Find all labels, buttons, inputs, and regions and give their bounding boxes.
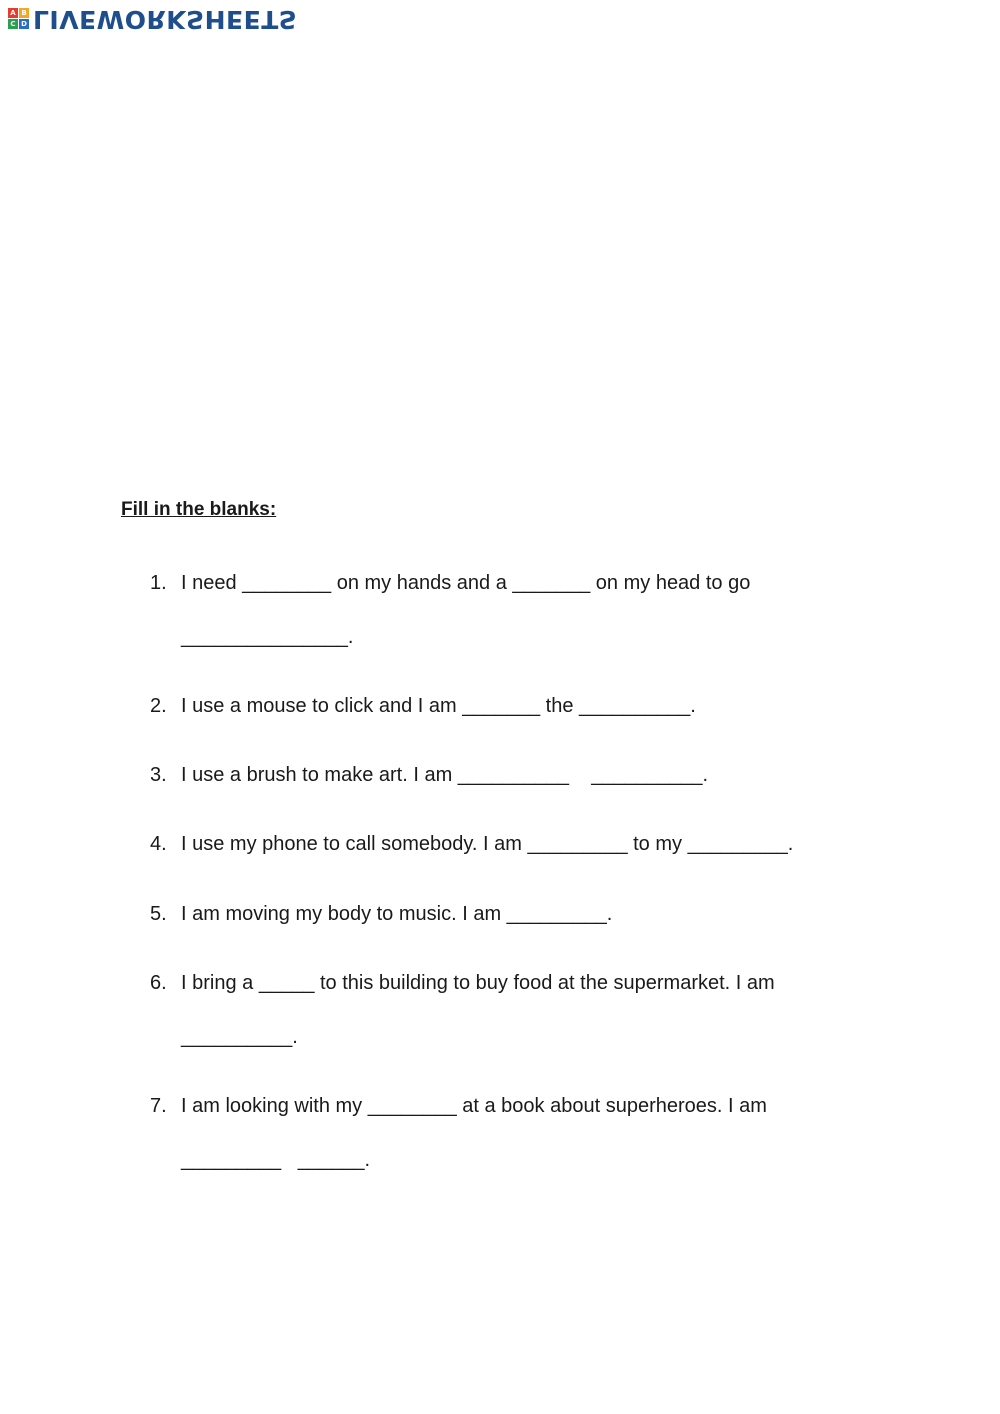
question-number: 1.: [150, 572, 167, 594]
question-6: [150, 971, 775, 995]
question-text: I bring a _____ to this building to buy food at the supermarket. I am: [181, 972, 775, 994]
logo-text: LIVEWORKSHEETS: [33, 5, 298, 34]
question-text: I use a mouse to click and I am _______ the __________.: [181, 695, 696, 717]
logo-blocks-icon: [8, 8, 30, 30]
question-4: [150, 832, 793, 856]
question-number: 7.: [150, 1095, 167, 1117]
question-number: 5.: [150, 903, 167, 925]
question-number: 6.: [150, 972, 167, 994]
liveworksheets-logo: [8, 4, 297, 34]
question-2: [150, 694, 696, 718]
question-number: 3.: [150, 764, 167, 786]
question-7: [150, 1094, 767, 1118]
question-6-continuation: __________.: [181, 1026, 298, 1048]
logo-block-d: D: [19, 19, 29, 29]
worksheet-heading: Fill in the blanks:: [121, 499, 277, 520]
question-1: [150, 571, 750, 595]
question-3: [150, 763, 708, 787]
question-text: I use a brush to make art. I am __________ __________.: [181, 764, 709, 786]
question-text: I am moving my body to music. I am _________.: [181, 903, 613, 925]
question-text: I am looking with my ________ at a book about superheroes. I am: [181, 1095, 767, 1117]
question-1-continuation: _______________.: [181, 626, 354, 648]
question-7-continuation: _________ ______.: [181, 1149, 371, 1171]
question-text: I use my phone to call somebody. I am _________ to my _________.: [181, 833, 794, 855]
logo-block-a: A: [8, 8, 18, 18]
logo-block-b: B: [19, 8, 29, 18]
question-text: I need ________ on my hands and a _______ on my head to go: [181, 572, 751, 594]
question-5: [150, 902, 612, 926]
question-number: 2.: [150, 695, 167, 717]
logo-block-c: C: [8, 19, 18, 29]
question-number: 4.: [150, 833, 167, 855]
